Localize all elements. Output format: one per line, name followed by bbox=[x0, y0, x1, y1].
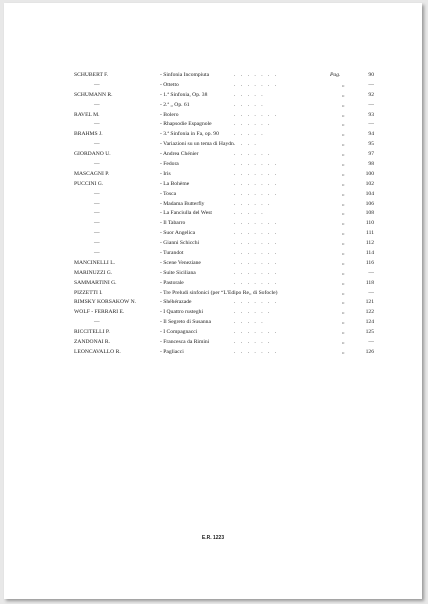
index-row bbox=[74, 279, 374, 289]
page-number: 106 bbox=[365, 200, 374, 207]
work-title: - La Bohème bbox=[160, 180, 190, 187]
dot-leader: . . . . . . bbox=[234, 200, 272, 207]
ditto-mark: „ bbox=[342, 259, 345, 266]
composer-name: PIZZETTI I. bbox=[74, 289, 103, 296]
dot-leader: . . . . . bbox=[234, 210, 265, 217]
dot-leader: . . . . . . . bbox=[234, 269, 279, 276]
ditto-mark: „ bbox=[342, 339, 345, 346]
composer-name: WOLF - FERRARI E. bbox=[74, 309, 125, 316]
ditto-mark: „ bbox=[342, 81, 345, 88]
index-row bbox=[74, 111, 374, 121]
dot-leader: . . . . . . . bbox=[234, 299, 279, 306]
page-number: 90 bbox=[368, 72, 374, 78]
work-title: - Ottetto bbox=[160, 81, 179, 88]
index-row bbox=[74, 298, 374, 308]
work-title: - Shéhérazade bbox=[160, 299, 192, 306]
dot-leader: . . . . . . . bbox=[234, 240, 279, 247]
composer-name: SCHUMANN R. bbox=[74, 91, 113, 98]
dot-leader: . . . . . . . bbox=[234, 250, 279, 257]
page-number: 110 bbox=[365, 220, 374, 227]
work-title: - Tosca bbox=[160, 190, 177, 197]
composer-ditto-dash: — bbox=[94, 81, 100, 88]
composer-name: MARINUZZI G. bbox=[74, 269, 113, 276]
ditto-mark: „ bbox=[342, 299, 345, 306]
work-title: - Il Tabarro bbox=[160, 220, 186, 227]
page-number: 98 bbox=[368, 161, 374, 168]
dot-leader: . . . . . . . bbox=[234, 230, 279, 237]
composer-ditto-dash: — bbox=[94, 319, 100, 326]
index-row bbox=[74, 160, 374, 170]
work-title: - Iris bbox=[160, 170, 171, 177]
index-row bbox=[74, 190, 374, 200]
dot-leader: . . . . bbox=[234, 141, 258, 148]
composer-ditto-dash: — bbox=[94, 141, 100, 148]
work-title: - Tre Preludi sinfonici (per “L'Edipo Re„ di Sofocle) bbox=[160, 289, 278, 296]
ditto-mark: „ bbox=[342, 91, 345, 98]
dot-leader: . . . . . . . bbox=[234, 170, 279, 177]
work-title: - La Fanciulla del West bbox=[160, 210, 212, 217]
page-number: 125 bbox=[365, 329, 374, 336]
ditto-mark: „ bbox=[342, 190, 345, 197]
work-title: - Francesca da Rimini bbox=[160, 339, 210, 346]
index-row bbox=[74, 249, 374, 259]
dot-leader: . . . . . . . bbox=[234, 220, 279, 227]
dot-leader: . . . . . . . bbox=[234, 329, 279, 336]
composer-ditto-dash: — bbox=[94, 121, 100, 128]
ditto-mark: „ bbox=[342, 101, 345, 108]
ditto-mark: „ bbox=[342, 250, 345, 257]
composer-name: SAMMARTINI G. bbox=[74, 279, 117, 286]
index-row bbox=[74, 269, 374, 279]
dot-leader: . . . . . bbox=[234, 319, 265, 326]
index-row bbox=[74, 209, 374, 219]
index-row bbox=[74, 180, 374, 190]
index-row bbox=[74, 81, 374, 91]
ditto-mark: „ bbox=[342, 200, 345, 207]
composer-name: RAVEL M. bbox=[74, 111, 100, 118]
work-title: - Sinfonia Incompiuta bbox=[160, 72, 210, 78]
dot-leader: . . . . . . bbox=[234, 121, 272, 128]
dot-leader: . . . . . bbox=[234, 131, 265, 138]
dot-leader: . . . . . . . bbox=[234, 180, 279, 187]
ditto-mark: „ bbox=[342, 269, 345, 276]
page-number: 114 bbox=[365, 250, 374, 257]
dot-leader: . . . . . . bbox=[234, 339, 272, 346]
document-page bbox=[4, 3, 422, 599]
ditto-mark: „ bbox=[342, 309, 345, 316]
page-number: — bbox=[368, 101, 374, 108]
ditto-mark: „ bbox=[342, 121, 345, 128]
page-number: — bbox=[368, 289, 374, 296]
page-number: 116 bbox=[365, 259, 374, 266]
composer-name: LEONCAVALLO R. bbox=[74, 348, 121, 355]
page-number: 92 bbox=[368, 91, 374, 98]
ditto-mark: „ bbox=[342, 111, 345, 118]
work-title: - Suor Angelica bbox=[160, 230, 196, 237]
dot-leader: . . . . . bbox=[234, 91, 265, 98]
index-row bbox=[74, 318, 374, 328]
index-row bbox=[74, 219, 374, 229]
work-title: - Pagliacci bbox=[160, 348, 184, 355]
ditto-mark: „ bbox=[342, 319, 345, 326]
composer-ditto-dash: — bbox=[94, 230, 100, 237]
composer-name: ZANDONAI R. bbox=[74, 339, 111, 346]
page-number: 102 bbox=[365, 180, 374, 187]
dot-leader: . . . . . bbox=[234, 101, 265, 108]
composer-ditto-dash: — bbox=[94, 161, 100, 168]
composer-name: RIMSKY KORSAKOW N. bbox=[74, 299, 137, 306]
index-row bbox=[74, 239, 374, 249]
index-row bbox=[74, 229, 374, 239]
page-number: 97 bbox=[368, 151, 374, 158]
ditto-mark: „ bbox=[342, 161, 345, 168]
ditto-mark: „ bbox=[342, 141, 345, 148]
work-title: - Il Segreto di Susanna bbox=[160, 319, 211, 326]
page-number: 104 bbox=[365, 190, 374, 197]
page-number: 118 bbox=[365, 279, 374, 286]
index-row bbox=[74, 200, 374, 210]
page-number: 93 bbox=[368, 111, 374, 118]
ditto-mark: „ bbox=[342, 329, 345, 336]
composer-name: PUCCINI G. bbox=[74, 180, 104, 187]
ditto-mark: „ bbox=[342, 240, 345, 247]
ditto-mark: „ bbox=[342, 180, 345, 187]
composer-name: BRAHMS J. bbox=[74, 131, 103, 138]
index-row bbox=[74, 259, 374, 269]
index-row bbox=[74, 328, 374, 338]
page-number: 94 bbox=[368, 131, 374, 138]
page-number: 121 bbox=[365, 299, 374, 306]
ditto-mark: „ bbox=[342, 210, 345, 217]
work-title: - 3.ª Sinfonia in Fa, op. 90 bbox=[160, 131, 219, 138]
dot-leader: . . . . . . bbox=[234, 309, 272, 316]
dot-leader: . . . . . . . bbox=[234, 190, 279, 197]
work-title: - Scene Veneziane bbox=[160, 259, 201, 266]
dot-leader: . . . . . . . bbox=[234, 161, 279, 168]
work-title: - Gianni Schicchi bbox=[160, 240, 200, 247]
composer-name: MASCAGNI P. bbox=[74, 170, 110, 177]
composer-name: SCHUBERT F. bbox=[74, 72, 109, 78]
page-number: 95 bbox=[368, 141, 374, 148]
page-number: — bbox=[368, 339, 374, 346]
dot-leader: . . . . . . . bbox=[234, 81, 279, 88]
composer-ditto-dash: — bbox=[94, 190, 100, 197]
page-number: 100 bbox=[365, 170, 374, 177]
work-title: - Rhapsodie Espagnole bbox=[160, 121, 212, 128]
page-number: 126 bbox=[365, 348, 374, 355]
dot-leader: . . . . . . . bbox=[234, 348, 279, 355]
composer-name: GIORDANO U. bbox=[74, 151, 111, 158]
index-row bbox=[74, 150, 374, 160]
page-number: — bbox=[368, 121, 374, 128]
work-title: - Suite Siciliana bbox=[160, 269, 196, 276]
composer-name: RICCITELLI P. bbox=[74, 329, 110, 336]
work-title: - Andrea Chénier bbox=[160, 151, 199, 158]
dot-leader: . . . . . . bbox=[234, 151, 272, 158]
work-title: - Fedora bbox=[160, 161, 179, 168]
index-row bbox=[74, 289, 374, 299]
composer-ditto-dash: — bbox=[94, 250, 100, 257]
dot-leader: . . . . . . . bbox=[234, 111, 279, 118]
ditto-mark: „ bbox=[342, 220, 345, 227]
publisher-catalog-number: E.R. 1223 bbox=[201, 535, 225, 541]
work-title: - Madama Butterfly bbox=[160, 200, 205, 207]
composer-ditto-dash: — bbox=[94, 210, 100, 217]
ditto-mark: „ bbox=[342, 348, 345, 355]
work-title: - Pastorale bbox=[160, 279, 184, 286]
page-number: 122 bbox=[365, 309, 374, 316]
page-number: — bbox=[368, 81, 374, 88]
work-title: - I Compagnacci bbox=[160, 329, 198, 336]
index-row bbox=[74, 71, 374, 81]
composer-ditto-dash: — bbox=[94, 200, 100, 207]
ditto-mark: „ bbox=[342, 170, 345, 177]
page-abbreviation: Pag. bbox=[330, 72, 341, 78]
composer-ditto-dash: — bbox=[94, 220, 100, 227]
index-row bbox=[74, 101, 374, 111]
composer-name: MANCINELLI L. bbox=[74, 259, 116, 266]
ditto-mark: „ bbox=[342, 131, 345, 138]
ditto-mark: „ bbox=[342, 230, 345, 237]
ditto-mark: „ bbox=[342, 279, 345, 286]
dot-leader: . . . . . . . bbox=[234, 279, 279, 286]
page-number: 108 bbox=[365, 210, 374, 217]
work-title: - I Quattro rusteghi bbox=[160, 309, 204, 316]
composer-ditto-dash: — bbox=[94, 101, 100, 108]
index-row bbox=[74, 170, 374, 180]
ditto-mark: „ bbox=[342, 151, 345, 158]
composer-works-index bbox=[74, 71, 374, 358]
index-row bbox=[74, 140, 374, 150]
dot-leader: . . . . . . . bbox=[234, 259, 279, 266]
work-title: - 2.ª „ Op. 61 bbox=[160, 101, 190, 108]
page-number: — bbox=[368, 269, 374, 276]
index-row bbox=[74, 91, 374, 101]
index-row bbox=[74, 120, 374, 130]
index-row bbox=[74, 308, 374, 318]
work-title: - Variazioni su un tema di Haydn bbox=[160, 141, 234, 148]
ditto-mark: „ bbox=[342, 289, 345, 296]
composer-ditto-dash: — bbox=[94, 240, 100, 247]
page-number: 112 bbox=[365, 240, 374, 247]
work-title: - 1.ª Sinfonia, Op. 38 bbox=[160, 91, 208, 98]
index-row bbox=[74, 348, 374, 358]
page-number: 111 bbox=[366, 230, 374, 237]
index-row bbox=[74, 338, 374, 348]
dot-leader: . . . . . . . bbox=[234, 72, 279, 78]
page-number: 124 bbox=[365, 319, 374, 326]
work-title: - Bolero bbox=[160, 111, 179, 118]
index-row bbox=[74, 130, 374, 140]
work-title: - Turandot bbox=[160, 250, 184, 257]
